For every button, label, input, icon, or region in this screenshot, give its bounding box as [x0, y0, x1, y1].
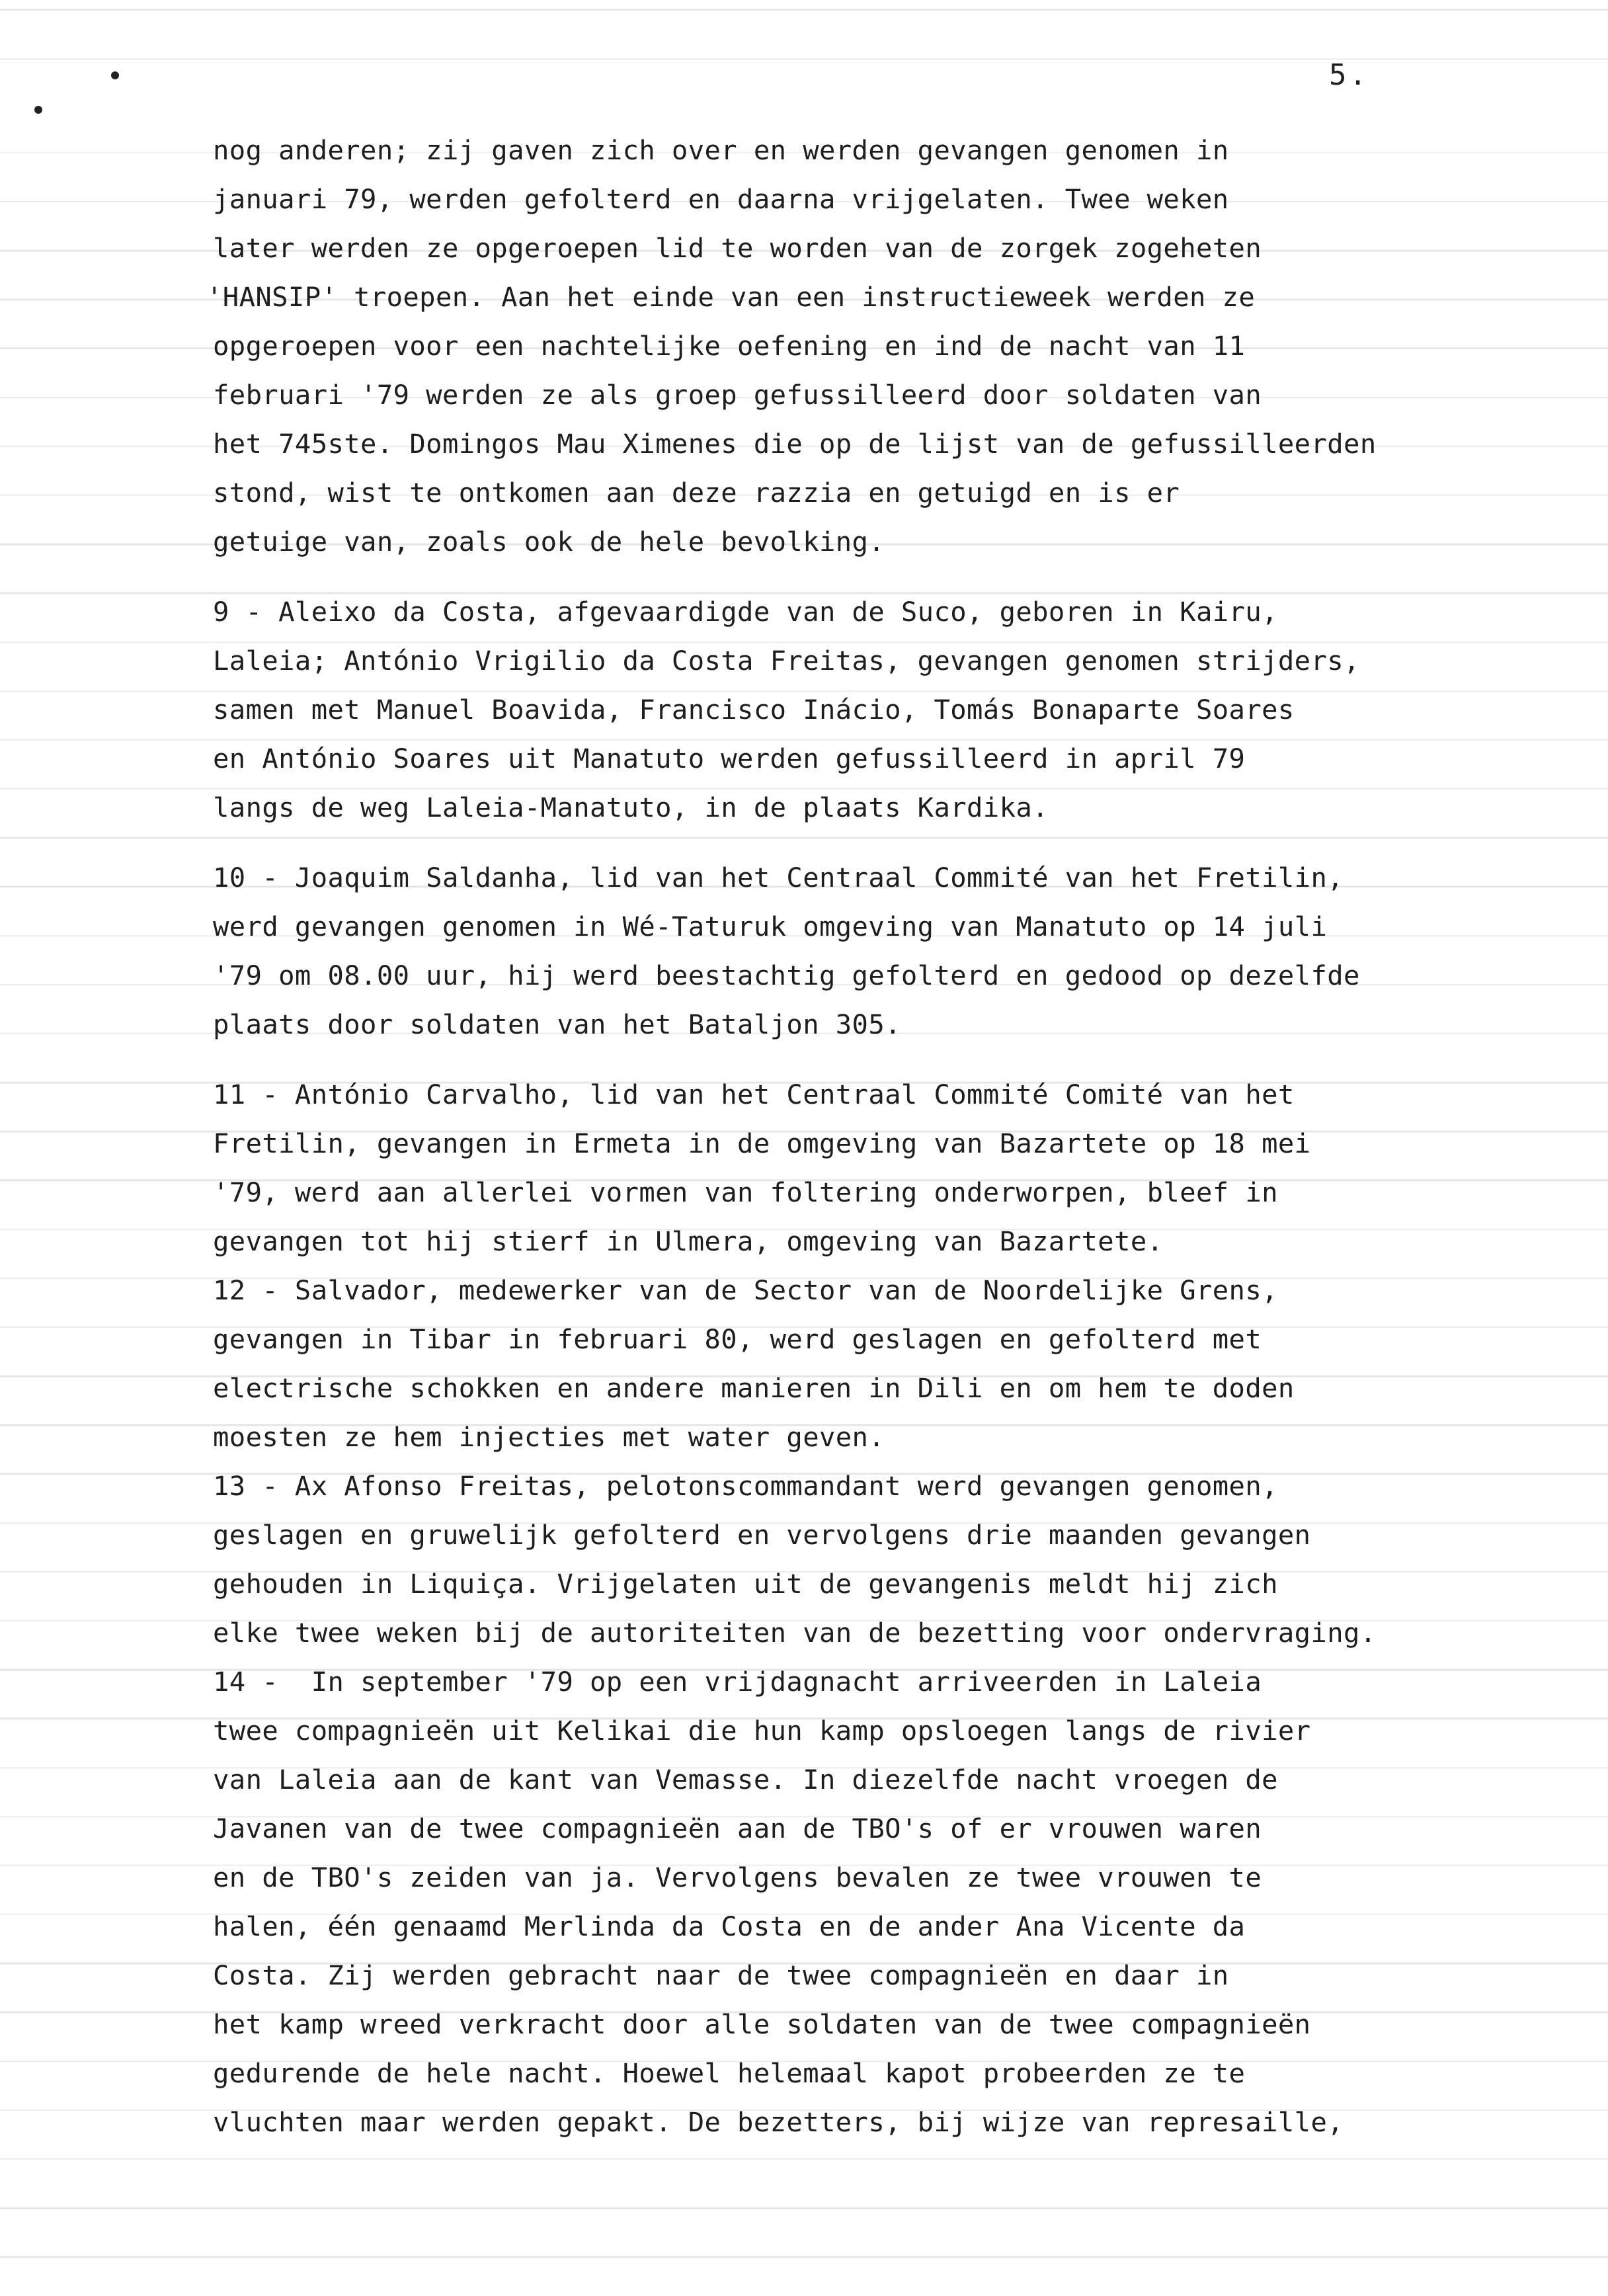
text-line: en António Soares uit Manatuto werden gefussilleerd in april 79: [213, 743, 1246, 774]
text-line: het 745ste. Domingos Mau Ximenes die op de lijst van de gefussilleerden: [213, 428, 1377, 460]
text-line: gevangen in Tibar in februari 80, werd geslagen en gefolterd met: [213, 1323, 1262, 1355]
text-line: het kamp wreed verkracht door alle soldaten van de twee compagnieën: [213, 2008, 1311, 2040]
text-line: twee compagnieën uit Kelikai die hun kamp opsloegen langs de rivier: [213, 1715, 1311, 1746]
text-line: Fretilin, gevangen in Ermeta in de omgeving van Bazartete op 18 mei: [213, 1128, 1311, 1159]
text-line: gevangen tot hij stierf in Ulmera, omgeving van Bazartete.: [213, 1225, 1164, 1257]
text-line: elke twee weken bij de autoriteiten van de bezetting voor ondervraging.: [213, 1617, 1377, 1649]
text-line: electrische schokken en andere manieren in Dili en om hem te doden: [213, 1372, 1295, 1404]
text-line: gedurende de hele nacht. Hoewel helemaal kapot probeerden ze te: [213, 2057, 1246, 2089]
punch-mark-top: [111, 71, 119, 79]
paragraph-items-11-14: [213, 1070, 1535, 2147]
text-line: 9 - Aleixo da Costa, afgevaardigde van de Suco, geboren in Kairu,: [213, 596, 1278, 628]
text-line: gehouden in Liquiça. Vrijgelaten uit de gevangenis meldt hij zich: [213, 1568, 1278, 1600]
text-line: Costa. Zij werden gebracht naar de twee compagnieën en daar in: [213, 1959, 1229, 1991]
text-line: opgeroepen voor een nachtelijke oefening en ind de nacht van 11: [213, 330, 1246, 362]
text-line: geslagen en gruwelijk gefolterd en vervolgens drie maanden gevangen: [213, 1519, 1311, 1551]
text-line: '79, werd aan allerlei vormen van foltering onderworpen, bleef in: [213, 1176, 1278, 1208]
text-line: vluchten maar werden gepakt. De bezetters, bij wijze van represaille,: [213, 2106, 1344, 2138]
text-line: 'HANSIP' troepen. Aan het einde van een instructieweek werden ze: [206, 281, 1256, 313]
document-body: [206, 126, 1535, 2147]
paragraph-item-10: [213, 853, 1535, 1049]
paragraph-continuation: [206, 126, 1535, 566]
text-line: later werden ze opgeroepen lid te worden van de zorgek zogeheten: [213, 232, 1262, 264]
punch-mark-left: [34, 106, 42, 114]
text-line: 11 - António Carvalho, lid van het Centraal Commité Comité van het: [213, 1079, 1295, 1110]
page-number: 5.: [1329, 58, 1369, 92]
text-line: Javanen van de twee compagnieën aan de TBO's of er vrouwen waren: [213, 1813, 1262, 1844]
text-line: en de TBO's zeiden van ja. Vervolgens bevalen ze twee vrouwen te: [213, 1862, 1262, 1893]
text-line: werd gevangen genomen in Wé-Taturuk omgeving van Manatuto op 14 juli: [213, 911, 1328, 942]
text-line: februari '79 werden ze als groep gefussilleerd door soldaten van: [213, 379, 1262, 411]
text-line: 10 - Joaquim Saldanha, lid van het Centraal Commité van het Fretilin,: [213, 862, 1344, 893]
text-line: langs de weg Laleia-Manatuto, in de plaats Kardika.: [213, 792, 1049, 823]
text-line: stond, wist te ontkomen aan deze razzia en getuigd en is er: [213, 477, 1180, 509]
text-line: halen, één genaamd Merlinda da Costa en de ander Ana Vicente da: [213, 1910, 1246, 1942]
text-line: getuige van, zoals ook de hele bevolking.: [213, 526, 885, 557]
text-line: januari 79, werden gefolterd en daarna vrijgelaten. Twee weken: [213, 183, 1229, 215]
text-line: 13 - Ax Afonso Freitas, pelotonscommandant werd gevangen genomen,: [213, 1470, 1278, 1502]
paragraph-item-9: [213, 587, 1535, 832]
text-line: 12 - Salvador, medewerker van de Sector van de Noordelijke Grens,: [213, 1274, 1278, 1306]
text-line: '79 om 08.00 uur, hij werd beestachtig gefolterd en gedood op dezelfde: [213, 960, 1360, 991]
text-line: moesten ze hem injecties met water geven.: [213, 1421, 885, 1453]
text-line: 14 - In september '79 op een vrijdagnacht arriveerden in Laleia: [213, 1666, 1262, 1698]
text-line: van Laleia aan de kant van Vemasse. In diezelfde nacht vroegen de: [213, 1764, 1278, 1795]
text-line: samen met Manuel Boavida, Francisco Inácio, Tomás Bonaparte Soares: [213, 694, 1295, 725]
text-line: plaats door soldaten van het Bataljon 305.: [213, 1008, 901, 1040]
text-line: Laleia; António Vrigilio da Costa Freitas, gevangen genomen strijders,: [213, 645, 1360, 676]
text-line: nog anderen; zij gaven zich over en werden gevangen genomen in: [213, 134, 1229, 166]
